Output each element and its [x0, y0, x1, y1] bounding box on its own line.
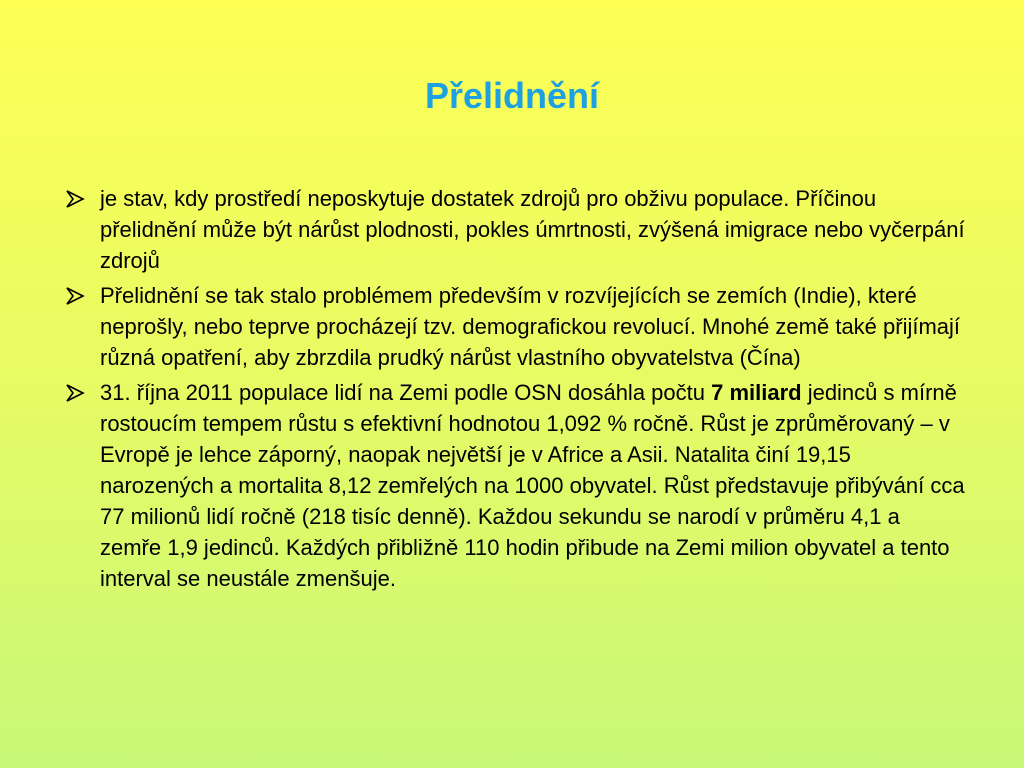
bullet-item — [65, 183, 965, 276]
bullet-text: je stav, kdy prostředí neposkytuje dostatek zdrojů pro obživu populace. Příčinou přelidnění může být nárůst plodnosti, pokles úmrtnosti, zvýšená imigrace nebo vyčerpání zdrojů — [100, 186, 965, 273]
bullet-item — [65, 377, 965, 594]
bullet-text-part: 31. října 2011 populace lidí na Zemi podle OSN dosáhla počtu — [100, 380, 712, 405]
bullet-text — [100, 380, 965, 591]
arrow-right-icon — [65, 190, 85, 208]
slide-title: Přelidnění — [424, 75, 600, 116]
bullet-item — [65, 280, 965, 373]
bullet-list — [65, 183, 965, 598]
bullet-text-bold: 7 miliard — [711, 380, 802, 405]
arrow-right-icon — [65, 287, 85, 305]
arrow-right-icon — [65, 384, 85, 402]
bullet-text: Přelidnění se tak stalo problémem především v rozvíjejících se zemích (Indie), které neprošly, nebo teprve procházejí tzv. demografickou revolucí. Mnohé země také přijímají různá opatření, aby zbrzdila prudký nárůst vlastního obyvatelstva (Čína) — [100, 283, 961, 370]
bullet-text-part: jedinců s mírně rostoucím tempem růstu s efektivní hodnotou 1,092 % ročně. Růst je zprůměrovaný – v Evropě je lehce záporný, naopak největší je v Africe a Asii. Natalita činí 19,15 narozených a mortalita 8,12 zemřelých na 1000 obyvatel. Růst představuje přibývání cca 77 milionů lidí ročně (218 tisíc denně). Každou sekundu se narodí v průměru 4,1 a zemře 1,9 jedinců. Každých přibližně 110 hodin přibude na Zemi milion obyvatel a tento interval se neustále zmenšuje. — [100, 380, 965, 591]
